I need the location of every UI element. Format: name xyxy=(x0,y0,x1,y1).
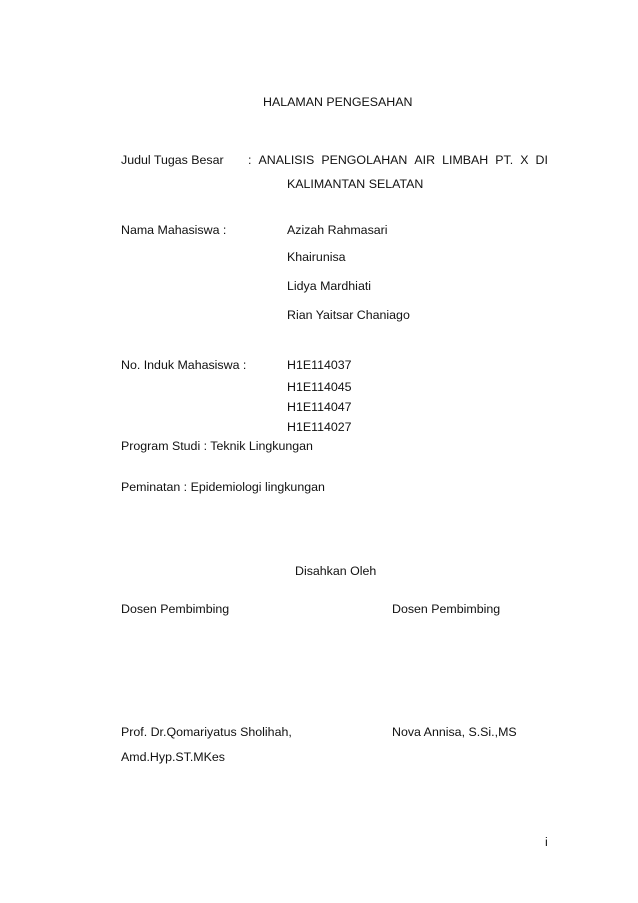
dosen-pembimbing-left-title: Dosen Pembimbing xyxy=(121,602,230,616)
student-name: Khairunisa xyxy=(287,250,346,264)
page-title: HALAMAN PENGESAHAN xyxy=(263,95,413,109)
student-id: H1E114037 xyxy=(287,358,352,372)
nama-mahasiswa-label: Nama Mahasiswa : xyxy=(121,223,227,237)
judul-value-line2: KALIMANTAN SELATAN xyxy=(287,177,424,191)
judul-word: : xyxy=(248,153,252,167)
dosen-pembimbing-right-title: Dosen Pembimbing xyxy=(392,602,501,616)
judul-word: ANALISIS xyxy=(258,153,315,167)
dosen-left-name: Prof. Dr.Qomariyatus Sholihah, xyxy=(121,725,292,739)
program-studi: Program Studi : Teknik Lingkungan xyxy=(121,439,313,453)
page-number: i xyxy=(545,835,548,849)
disahkan-oleh: Disahkan Oleh xyxy=(295,564,377,578)
judul-word: PT. xyxy=(495,153,514,167)
nim-label: No. Induk Mahasiswa : xyxy=(121,358,247,372)
peminatan: Peminatan : Epidemiologi lingkungan xyxy=(121,480,325,494)
judul-word: X xyxy=(520,153,529,167)
judul-label: Judul Tugas Besar xyxy=(121,153,224,167)
dosen-right-name: Nova Annisa, S.Si.,MS xyxy=(392,725,517,739)
judul-word: LIMBAH xyxy=(442,153,489,167)
judul-word: DI xyxy=(535,153,548,167)
student-name: Lidya Mardhiati xyxy=(287,279,372,293)
student-id: H1E114047 xyxy=(287,400,352,414)
student-id: H1E114045 xyxy=(287,380,352,394)
student-name: Rian Yaitsar Chaniago xyxy=(287,308,410,322)
judul-word: AIR xyxy=(414,153,436,167)
dosen-left-title-degree: Amd.Hyp.ST.MKes xyxy=(121,750,225,764)
judul-word: PENGOLAHAN xyxy=(321,153,408,167)
student-id: H1E114027 xyxy=(287,420,352,434)
student-name: Azizah Rahmasari xyxy=(287,223,388,237)
judul-value-line1 xyxy=(248,154,548,166)
